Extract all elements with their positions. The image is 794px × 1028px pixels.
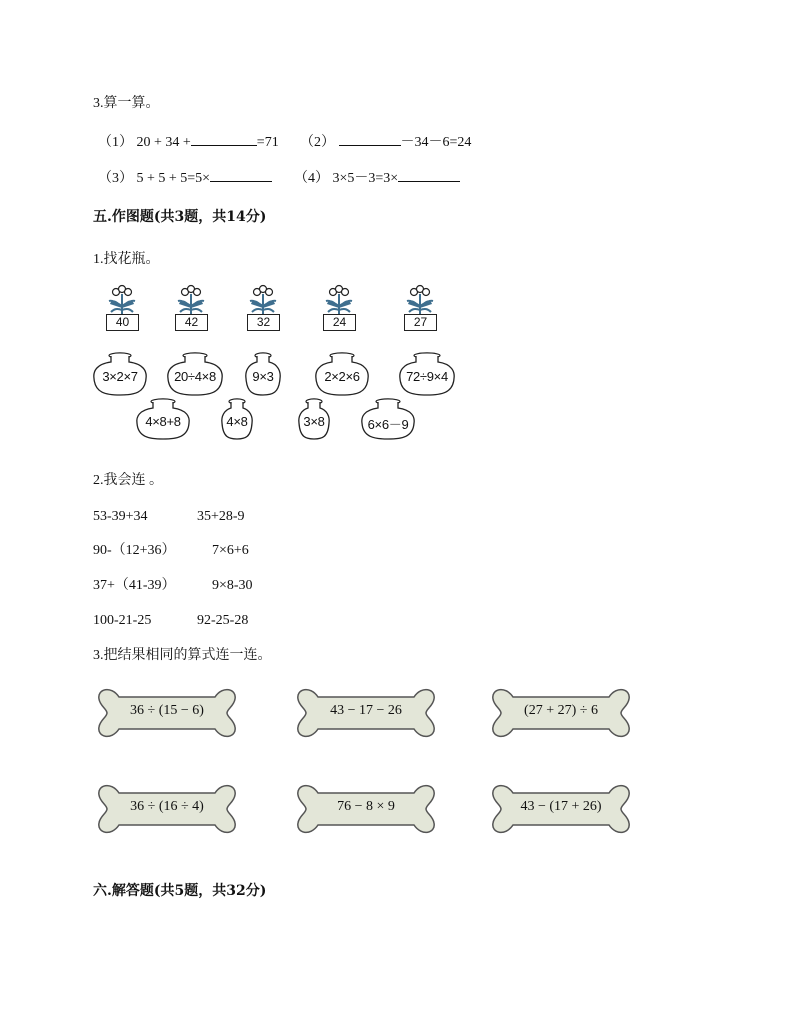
answer-blank[interactable] [398, 167, 460, 182]
connect-left-3[interactable]: 37+（41-39） [93, 578, 176, 593]
connect-right-2[interactable]: 7×6+6 [212, 543, 249, 558]
bone-expression: 36 ÷ (15 − 6) [130, 703, 204, 718]
bone-expression: 36 ÷ (16 ÷ 4) [130, 799, 204, 814]
answer-blank[interactable] [210, 167, 272, 182]
vase-expression: 3×2×7 [102, 368, 138, 384]
bone-expression: 43 − 17 − 26 [330, 703, 402, 718]
vase-top-4[interactable] [314, 352, 370, 396]
flower-pot-number: 27 [404, 314, 437, 331]
flower-pot-number: 42 [175, 314, 208, 331]
q3-item-1 [98, 131, 279, 152]
vase-top-1[interactable] [92, 352, 148, 396]
item-number: （3） [98, 171, 133, 186]
bone-1-1[interactable] [97, 685, 237, 741]
vase-bottom-4[interactable] [360, 398, 416, 440]
bone-question-title: 3.把结果相同的算式连一连。 [93, 648, 272, 663]
flower-pot-number: 24 [323, 314, 356, 331]
q3-item-3 [98, 167, 272, 188]
bone-1-3[interactable] [491, 685, 631, 741]
flower-pot-1[interactable] [104, 284, 140, 330]
item-expression: 20 + 34 + [136, 135, 191, 150]
vase-expression: 2×2×6 [324, 368, 360, 384]
connect-left-2[interactable]: 90-（12+36） [93, 543, 176, 558]
flower-pot-4[interactable] [321, 284, 357, 330]
flower-icon [175, 284, 207, 316]
item-expression: －34－6=24 [400, 135, 472, 150]
vase-expression: 72÷9×4 [406, 368, 448, 384]
item-number: （2） [300, 135, 335, 150]
bone-expression: (27 + 27) ÷ 6 [524, 703, 598, 718]
vase-top-5[interactable] [398, 352, 456, 396]
flower-icon [323, 284, 355, 316]
vase-expression: 4×8+8 [145, 413, 181, 429]
bone-expression: 43 − (17 + 26) [520, 799, 602, 814]
section-6-heading: 六.解答题(共5题，共32分) [93, 883, 267, 899]
flower-pot-number: 40 [106, 314, 139, 331]
item-expression: 3×5－3=3× [332, 171, 399, 186]
flower-pot-2[interactable] [173, 284, 209, 330]
vase-top-2[interactable] [166, 352, 224, 396]
vase-expression: 6×6－9 [367, 416, 409, 432]
bone-expression: 76 − 8 × 9 [337, 799, 395, 814]
flower-icon [106, 284, 138, 316]
bone-2-2[interactable] [296, 781, 436, 837]
section-5-heading: 五.作图题(共3题，共14分) [93, 209, 267, 225]
answer-blank[interactable] [339, 131, 401, 146]
answer-blank[interactable] [191, 131, 257, 146]
bone-1-2[interactable] [296, 685, 436, 741]
vase-bottom-2[interactable] [220, 398, 254, 440]
vase-expression: 9×3 [252, 368, 274, 384]
connect-right-4[interactable]: 92-25-28 [197, 613, 249, 628]
q3-item-4 [294, 167, 460, 188]
connect-right-1[interactable]: 35+28-9 [197, 509, 245, 524]
q3-item-2 [300, 131, 471, 152]
vase-expression: 4×8 [226, 413, 248, 429]
item-number: （1） [98, 135, 133, 150]
item-number: （4） [294, 171, 329, 186]
vase-question-title: 1.找花瓶。 [93, 252, 160, 267]
connect-question-title: 2.我会连 。 [93, 473, 163, 488]
bone-2-1[interactable] [97, 781, 237, 837]
item-expression: 5 + 5 + 5=5× [136, 171, 211, 186]
vase-top-3[interactable] [244, 352, 282, 396]
flower-icon [247, 284, 279, 316]
flower-icon [404, 284, 436, 316]
bone-2-3[interactable] [491, 781, 631, 837]
flower-pot-3[interactable] [245, 284, 281, 330]
vase-bottom-1[interactable] [135, 398, 191, 440]
q3-title: 3.算一算。 [93, 96, 160, 111]
connect-right-3[interactable]: 9×8-30 [212, 578, 253, 593]
vase-expression: 20÷4×8 [174, 368, 216, 384]
connect-left-1[interactable]: 53-39+34 [93, 509, 148, 524]
item-expression: =71 [256, 135, 279, 150]
vase-bottom-3[interactable] [297, 398, 331, 440]
connect-left-4[interactable]: 100-21-25 [93, 613, 152, 628]
flower-pot-number: 32 [247, 314, 280, 331]
vase-expression: 3×8 [303, 413, 325, 429]
flower-pot-5[interactable] [402, 284, 438, 330]
